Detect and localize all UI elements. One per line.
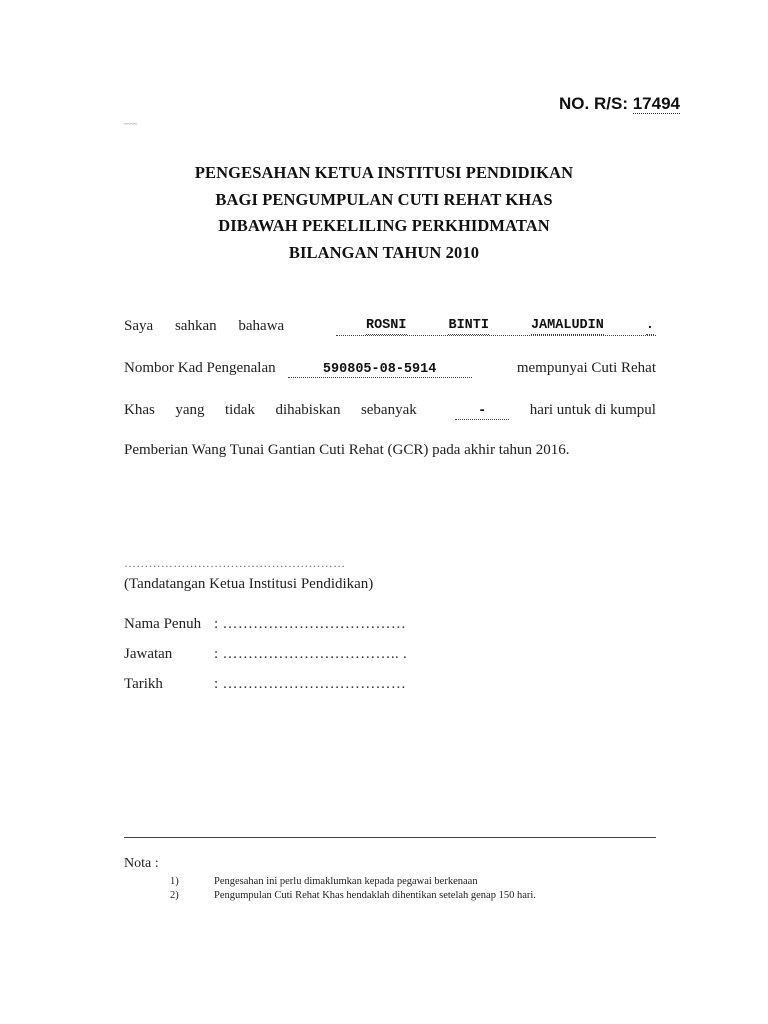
note-text-1: Pengesahan ini perlu dimaklumkan kepada pegawai berkenaan: [214, 876, 478, 887]
field-value-nama-penuh: : ………………………………: [214, 616, 407, 632]
field-label-nama-penuh: Nama Penuh: [124, 616, 202, 632]
title-line-2: BAGI PENGUMPULAN CUTI REHAT KHAS: [215, 189, 553, 209]
signature-line: ………………………………………………: [124, 556, 346, 570]
word-dihabiskan: dihabiskan: [275, 402, 341, 418]
ic-number: 590805-08-5914: [322, 362, 437, 377]
name-part-3: JAMALUDIN: [530, 318, 604, 333]
notes-heading: Nota :: [124, 856, 159, 871]
ic-label: Nombor Kad Pengenalan: [124, 360, 276, 376]
title-line-4: BILANGAN TAHUN 2010: [288, 242, 480, 262]
ic-line: [124, 360, 656, 378]
certify-line: [124, 318, 656, 336]
title-line-1: PENGESAHAN KETUA INSTITUSI PENDIDIKAN: [194, 163, 574, 182]
note-number-1: 1): [170, 876, 179, 887]
word-sebanyak: sebanyak: [360, 402, 417, 418]
title-line-3: DIBAWAH PEKELILING PERKHIDMATAN: [218, 216, 550, 235]
note-number-2: 2): [170, 890, 179, 901]
tiny-mark: ~~~~: [124, 122, 137, 128]
days-field: [455, 402, 509, 420]
word-tidak: tidak: [224, 402, 255, 418]
reference-label: NO. R/S:: [559, 94, 628, 113]
signature-caption: (Tandatangan Ketua Institusi Pendidikan): [124, 576, 374, 592]
document-title: [0, 160, 768, 266]
name-end: .: [645, 318, 654, 333]
name-part-2: BINTI: [448, 318, 489, 333]
word-khas: Khas: [124, 402, 155, 418]
word-yang: yang: [175, 402, 205, 418]
field-value-tarikh: : ………………………………: [214, 676, 407, 692]
field-label-tarikh: Tarikh: [124, 676, 163, 692]
gcr-line: Pemberian Wang Tunai Gantian Cuti Rehat (GCR) pada akhir tahun 2016.: [124, 442, 570, 458]
field-label-jawatan: Jawatan: [124, 646, 173, 662]
name-part-1: ROSNI: [365, 318, 407, 333]
days-value: -: [478, 404, 487, 419]
word-bahawa: bahawa: [238, 318, 285, 334]
note-text-2: Pengumpulan Cuti Rehat Khas hendaklah dihentikan setelah genap 150 hari.: [214, 890, 536, 901]
word-sahkan: sahkan: [174, 318, 217, 334]
footer-divider: [124, 837, 656, 838]
reference-value: 17494: [632, 94, 680, 113]
days-line: [124, 402, 656, 420]
name-field: [336, 318, 656, 336]
reference-number: [559, 94, 680, 114]
word-saya: Saya: [124, 318, 154, 334]
field-value-jawatan: : …………………………….. .: [214, 646, 408, 662]
days-tail: hari untuk di kumpul: [529, 402, 656, 418]
ic-tail: mempunyai Cuti Rehat: [516, 360, 656, 376]
ic-field: [288, 360, 472, 378]
